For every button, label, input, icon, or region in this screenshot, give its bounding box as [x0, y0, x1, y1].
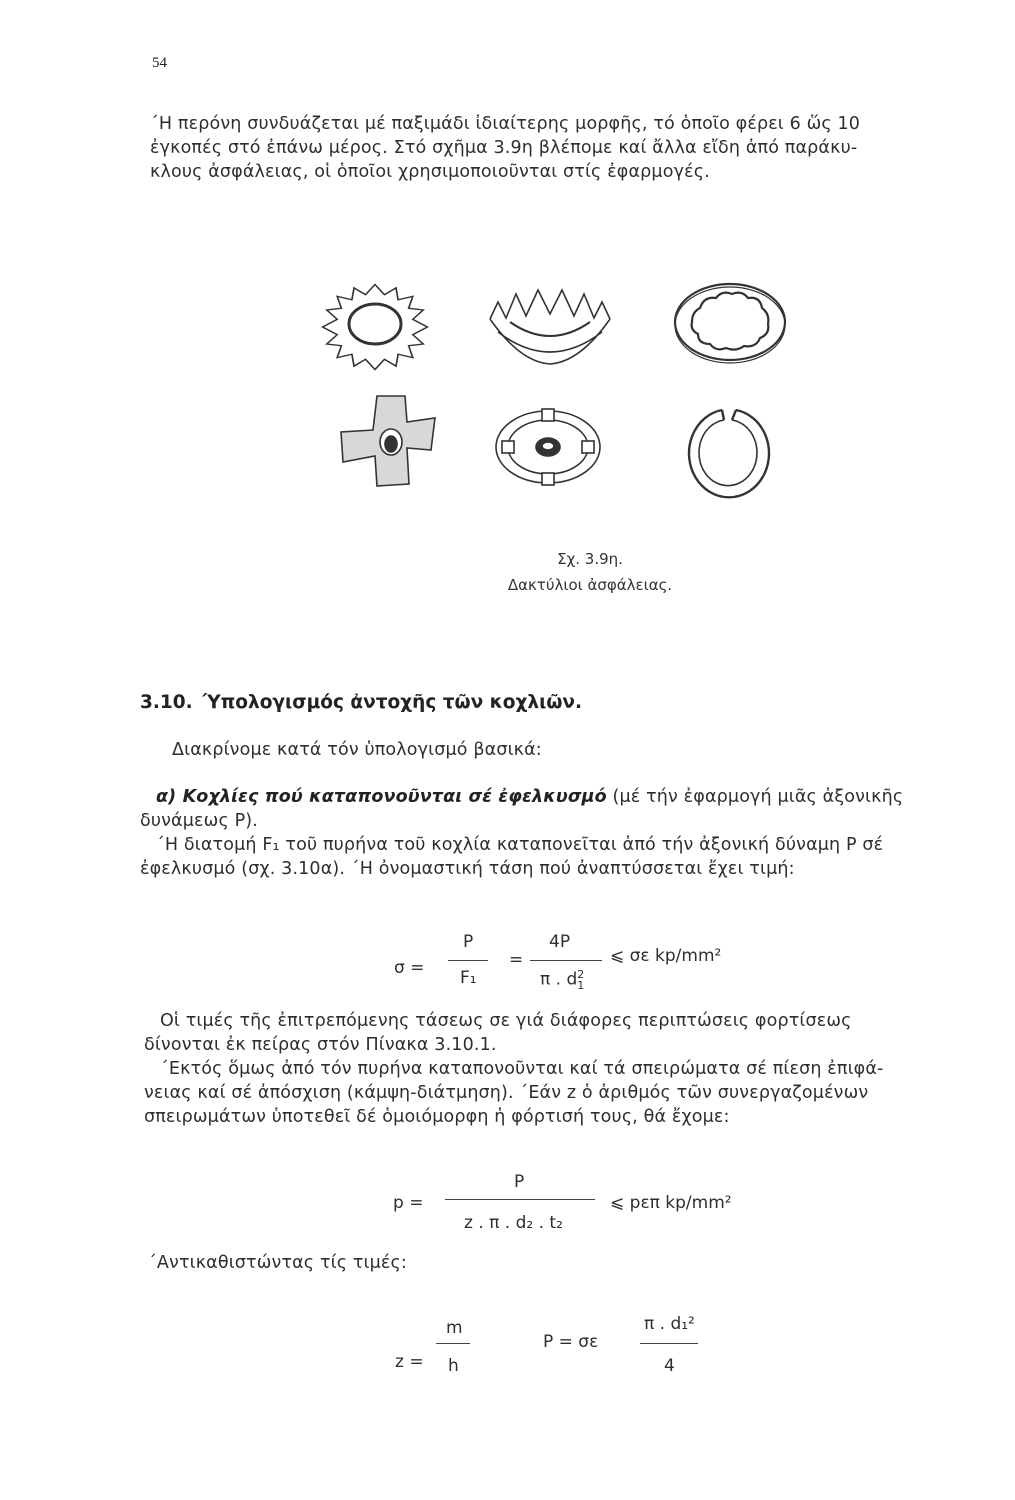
- intro-line-3: κλους ἀσφάλειας, οἱ ὁποῖοι χρησιμοποιοῦνται στίς ἐφαρμογές.: [150, 162, 710, 182]
- f3-z-fraction-line: [436, 1343, 470, 1344]
- split-spring-washer: [689, 410, 769, 497]
- slotted-lock-washer: [496, 409, 600, 485]
- para2-line-2: δίνονται ἐκ πείρας στόν Πίνακα 3.10.1.: [144, 1035, 497, 1055]
- f3-p-den: 4: [664, 1356, 675, 1376]
- section-heading: 3.10. ΄Υπολογισμός ἀντοχῆς τῶν κοχλιῶν.: [140, 692, 583, 713]
- distinguish-line: Διακρίνομε κατά τόν ὑπολογισμό βασικά:: [172, 740, 542, 760]
- f1-rhs: ⩽ σε kp/mm²: [610, 946, 722, 966]
- distinguish-text: [172, 738, 1012, 762]
- f3-p-lhs: P = σε: [543, 1332, 599, 1352]
- section-line-2: ἐφελκυσμό (σχ. 3.10α). ΄Η ὀνομαστική τάση πού ἀναπτύσσεται ἔχει τιμή:: [140, 859, 795, 879]
- f1-den2-sup: 2: [577, 968, 585, 981]
- tension-paragraph: [144, 1009, 984, 1129]
- f1-den2-base: π . d: [540, 969, 578, 990]
- para2-line-1: Οἱ τιμές τῆς ἐπιτρεπόμενης τάσεως σε γιά διάφορες περιπτώσεις φορτίσεως: [160, 1011, 852, 1031]
- intro-line-2: ἐγκοπές στό ἐπάνω μέρος. Στό σχῆμα 3.9η βλέπομε καί ἄλλα εἴδη ἀπό παράκυ-: [150, 138, 858, 158]
- page-number: 54: [152, 55, 167, 71]
- f2-den: z . π . d₂ . t₂: [464, 1213, 563, 1233]
- locking-washers-figure: [310, 272, 800, 512]
- para2-line-3: ΄Εκτός ὅμως ἀπό τόν πυρήνα καταπονοῦνται καί τά σπειρώματα σέ πίεση ἐπιφά-: [160, 1059, 884, 1079]
- f1-eq: =: [509, 950, 524, 970]
- f1-den2: [540, 968, 584, 992]
- f3-p-fraction-line: [640, 1343, 698, 1344]
- figure-caption: Δακτύλιοι ἀσφάλειας.: [507, 576, 673, 594]
- section-line-1: ΄Η διατομή F₁ τοῦ πυρήνα τοῦ κοχλία καταπονεῖται ἀπό τήν ἀξονική δύναμη P σέ: [156, 835, 884, 855]
- external-tooth-washer: [323, 285, 428, 370]
- case-a-paragraph: [140, 785, 980, 881]
- substitute-text: [148, 1251, 988, 1275]
- case-a-rest: (μέ τήν ἐφαρμογή μιᾶς ἀξονικῆς: [606, 787, 904, 807]
- f1-num2: 4P: [549, 932, 571, 952]
- f1-den1: F₁: [460, 968, 477, 988]
- f3-z-den: h: [448, 1356, 459, 1376]
- intro-line-1: ΄Η περόνη συνδυάζεται μέ παξιμάδι ἰδιαίτερης μορφῆς, τό ὁποῖο φέρει 6 ὥς 10: [150, 114, 861, 134]
- f3-z-num: m: [446, 1318, 463, 1338]
- f1-fraction-line-1: [448, 960, 488, 961]
- tab-washer: [341, 396, 435, 486]
- case-a-line-1: [140, 785, 980, 809]
- f3-z-lhs: z =: [395, 1352, 424, 1372]
- f2-num: P: [514, 1172, 525, 1192]
- case-a-title: α) Κοχλίες πού καταπονοῦνται σέ ἐφελκυσμό: [156, 787, 607, 807]
- internal-tooth-washer: [675, 284, 785, 363]
- wavy-tooth-washer: [490, 290, 610, 364]
- f2-rhs: ⩽ pεπ kp/mm²: [610, 1193, 732, 1213]
- intro-paragraph: [150, 112, 990, 184]
- figure-label: Σχ. 3.9η.: [557, 550, 623, 568]
- f1-num1: P: [463, 932, 474, 952]
- substitute-line: ΄Αντικαθιστώντας τίς τιμές:: [148, 1253, 407, 1273]
- para2-line-5: σπειρωμάτων ὑποτεθεῖ δέ ὁμοιόμορφη ἡ φόρτισή τους, θά ἔχομε:: [144, 1107, 730, 1127]
- case-a-line-2: δυνάμεως P).: [140, 811, 258, 831]
- f2-lhs: p =: [393, 1193, 424, 1213]
- f1-fraction-line-2: [530, 960, 602, 961]
- f1-den2-sub: 1: [577, 979, 585, 993]
- f1-lhs: σ =: [394, 958, 425, 978]
- f2-fraction-line: [445, 1199, 595, 1200]
- para2-line-4: νειας καί σέ ἀπόσχιση (κάμψη-διάτμηση). ΄Εάν z ὁ ἀριθμός τῶν συνεργαζομένων: [144, 1083, 869, 1103]
- f3-p-num: π . d₁²: [644, 1314, 695, 1334]
